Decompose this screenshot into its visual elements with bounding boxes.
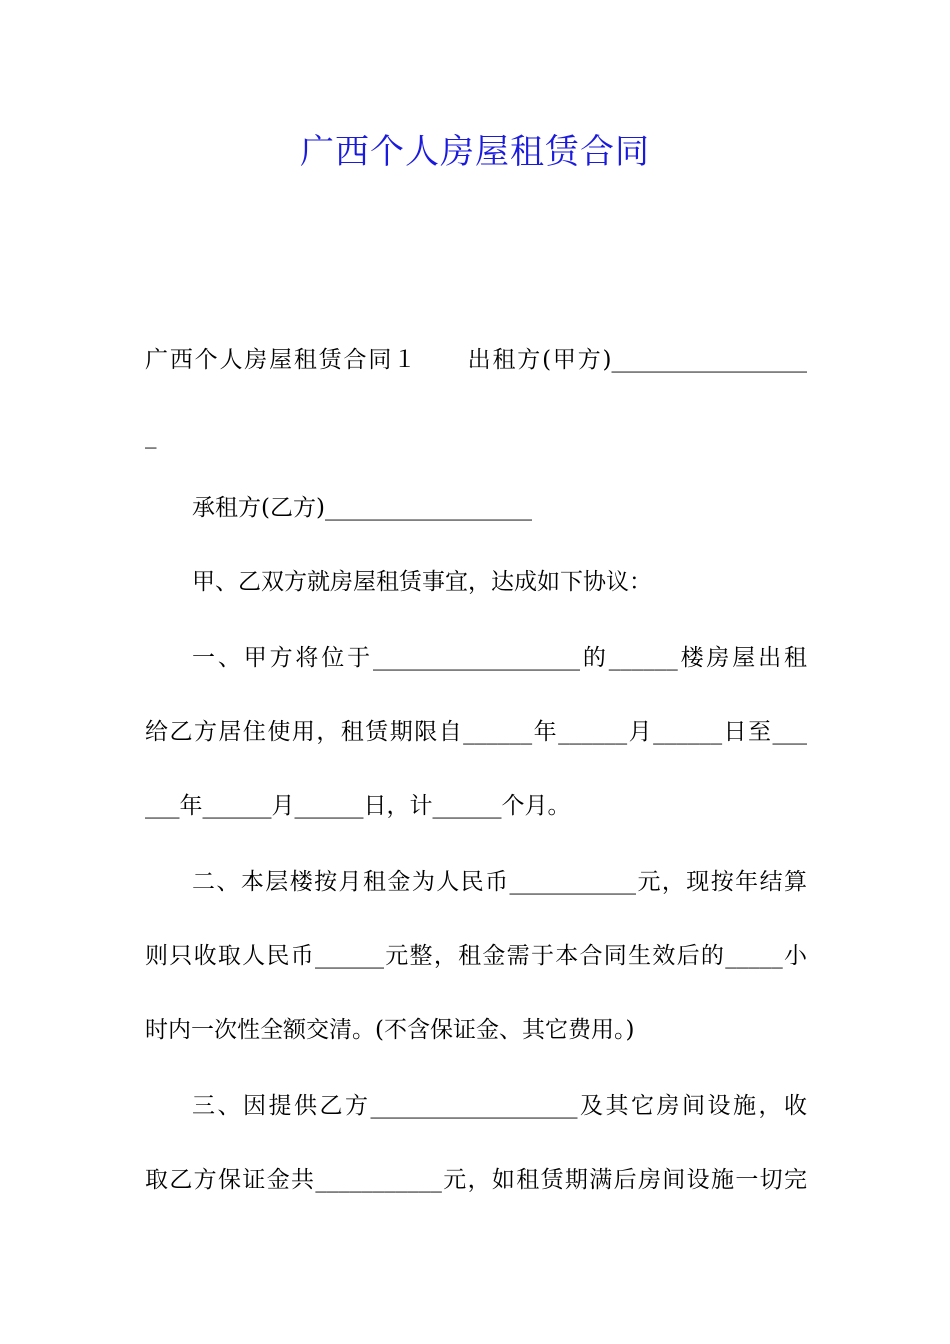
contract-line-9-wrap <box>145 930 807 982</box>
contract-line-6-wrap <box>145 706 807 758</box>
text-line-12: 取乙方保证金共___________元，如租赁期满后房间设施一切完 <box>145 1167 807 1193</box>
text-line-7: ___年______月______日，计______个月。 <box>145 793 571 819</box>
text-line-3: 承租方(乙方)__________________ <box>192 495 532 521</box>
contract-line-12-wrap <box>145 1154 807 1206</box>
contract-body <box>145 334 807 386</box>
contract-line-8-wrap <box>145 856 807 908</box>
contract-line-10-wrap <box>145 1004 807 1056</box>
contract-line-3-wrap <box>145 482 807 534</box>
contract-line-2-wrap <box>145 410 807 462</box>
text-line-5: 一、甲方将位于__________________的______楼房屋出租 <box>192 645 807 671</box>
text-line-6: 给乙方居住使用，租赁期限自______年______月______日至___ <box>145 719 807 745</box>
contract-line-11-wrap <box>145 1080 807 1132</box>
text-line-2: _ <box>145 423 157 449</box>
text-line-1: 广西个人房屋租赁合同１ 出租方(甲方)_________________ <box>145 347 807 373</box>
document-title: 广西个人房屋租赁合同 <box>300 132 650 172</box>
contract-line-4-wrap <box>145 556 807 608</box>
text-line-8: 二、本层楼按月租金为人民币___________元，现按年结算 <box>192 869 807 895</box>
text-line-4: 甲、乙双方就房屋租赁事宜，达成如下协议： <box>192 569 652 595</box>
text-line-11: 三、因提供乙方__________________及其它房间设施，收 <box>192 1093 807 1119</box>
contract-line-7-wrap <box>145 780 807 832</box>
text-line-9: 则只收取人民币______元整，租金需于本合同生效后的_____小 <box>145 943 807 969</box>
text-line-10: 时内一次性全额交清。(不含保证金、其它费用。) <box>145 1017 635 1043</box>
contract-line-5-wrap <box>145 632 807 684</box>
